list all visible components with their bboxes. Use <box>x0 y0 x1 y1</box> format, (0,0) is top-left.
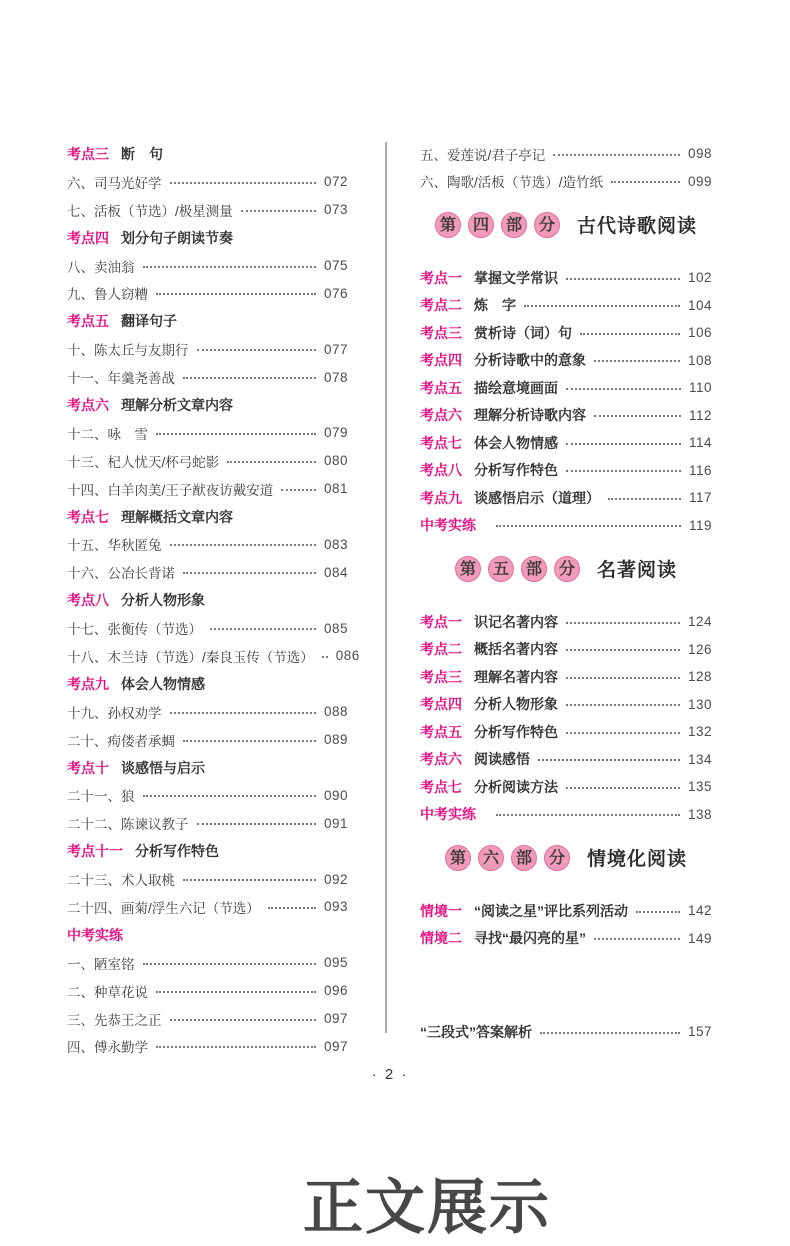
dot-leader <box>227 461 316 463</box>
entry-title: 十二、咏 雪 <box>67 426 148 442</box>
category-label: 考点五 <box>420 379 462 396</box>
section-circle: 分 <box>544 845 570 871</box>
page-number: 149 <box>687 930 712 946</box>
entry-title: 体会人物情感 <box>474 434 558 451</box>
page-number: 112 <box>688 407 712 423</box>
section-circle: 部 <box>511 845 537 871</box>
page-number: 097 <box>323 1011 348 1027</box>
entry-title: 体会人物情感 <box>121 675 205 692</box>
dot-leader <box>170 1019 316 1021</box>
dot-leader <box>197 823 316 825</box>
toc-row <box>67 726 348 754</box>
page-number: 096 <box>323 983 348 999</box>
page-number: 091 <box>323 815 348 831</box>
entry-title: 翻译句子 <box>121 313 177 330</box>
category-label: 中考实练 <box>420 517 476 534</box>
dot-leader <box>268 907 316 909</box>
toc-row <box>420 319 712 347</box>
section-circle: 第 <box>455 556 481 582</box>
category-label: 考点四 <box>420 352 462 369</box>
dot-leader <box>183 879 316 881</box>
entry-title: 断 句 <box>121 145 163 162</box>
dot-leader <box>608 498 681 500</box>
entry-title: 理解分析文章内容 <box>121 396 233 413</box>
page-number: 102 <box>687 270 712 286</box>
entry-title: 分析人物形象 <box>474 696 558 713</box>
entry-title: 分析阅读方法 <box>474 778 558 795</box>
dot-leader <box>183 572 316 574</box>
entry-title: 六、司马光好学 <box>67 175 162 191</box>
toc-row <box>67 252 348 280</box>
toc-row <box>420 608 712 636</box>
dot-leader <box>566 649 680 651</box>
page-number: 108 <box>687 352 712 368</box>
toc-row <box>67 754 348 782</box>
entry-title: 十四、白羊肉美/王子猷夜访戴安道 <box>67 482 274 498</box>
dot-leader <box>170 712 316 714</box>
page-number: 132 <box>687 724 712 740</box>
page-number: 124 <box>687 614 712 630</box>
footer-page-number: · 2 · <box>371 1066 409 1083</box>
category-label: 考点五 <box>67 313 109 330</box>
section-header <box>420 555 712 582</box>
dot-leader <box>156 1046 316 1048</box>
toc-category-header <box>67 921 348 949</box>
toc-row <box>67 977 348 1005</box>
toc-row <box>67 530 348 558</box>
entry-title: 四、傅永勤学 <box>67 1040 148 1056</box>
dot-leader <box>540 1032 680 1034</box>
category-label: 情境二 <box>420 930 462 947</box>
toc-row <box>420 897 712 925</box>
entry-title: 划分句子朗读节奏 <box>121 229 233 246</box>
category-label: 中考实练 <box>67 926 123 943</box>
entry-title: 描绘意境画面 <box>474 379 558 396</box>
section-circle: 部 <box>521 556 547 582</box>
entry-title: 理解分析诗歌内容 <box>474 407 586 424</box>
section-circle: 分 <box>554 556 580 582</box>
toc-row <box>67 837 348 865</box>
toc-row <box>67 1005 348 1033</box>
page-number: 134 <box>687 751 712 767</box>
toc-row <box>67 419 348 447</box>
entry-title: 谈感悟与启示 <box>121 759 205 776</box>
section-circle: 部 <box>501 212 527 238</box>
page-number: 075 <box>323 258 348 273</box>
category-label: 考点四 <box>420 696 462 713</box>
category-label: 考点六 <box>67 396 109 413</box>
toc-row <box>67 224 348 252</box>
dot-leader <box>496 525 681 527</box>
category-label: 考点九 <box>420 489 462 506</box>
toc-row <box>420 801 712 829</box>
page-number: 073 <box>323 202 348 218</box>
dot-leader <box>281 489 316 491</box>
page-number: 089 <box>323 732 348 748</box>
section-title: 名著阅读 <box>596 560 677 581</box>
category-label: 考点二 <box>420 641 462 658</box>
dot-leader <box>156 433 316 435</box>
category-label: 考点十 <box>67 759 109 776</box>
toc-row <box>420 925 712 953</box>
entry-title: 分析写作特色 <box>135 843 219 860</box>
entry-title: 二十二、陈谏议教子 <box>67 817 189 833</box>
toc-row <box>420 512 712 540</box>
toc-row <box>67 363 348 391</box>
category-label: 考点一 <box>420 613 462 630</box>
dot-leader <box>183 740 316 742</box>
page-number: 076 <box>323 285 348 301</box>
entry-title: 掌握文学常识 <box>474 269 558 286</box>
entry-title: 九、鲁人窃糟 <box>67 287 148 303</box>
page-number: 072 <box>323 174 348 190</box>
dot-leader <box>566 677 680 679</box>
entry-title: 二十、痀偻者承蜩 <box>67 733 175 749</box>
category-label: 考点七 <box>67 508 109 525</box>
entry-title: 五、爱莲说/君子亭记 <box>420 147 546 163</box>
toc-row <box>67 196 348 224</box>
category-label: 考点三 <box>420 668 462 685</box>
toc-row <box>420 1018 712 1046</box>
entry-title: 理解名著内容 <box>474 668 558 685</box>
page-number: 138 <box>687 806 712 822</box>
toc-row <box>67 475 348 503</box>
dot-leader <box>143 266 316 268</box>
dot-leader <box>183 377 316 379</box>
entry-title: 二十四、画菊/浮生六记（节选） <box>67 900 260 916</box>
category-label: 考点八 <box>420 462 462 479</box>
page-number: 084 <box>323 564 348 580</box>
page-number: 093 <box>323 899 348 915</box>
toc-row <box>67 642 360 670</box>
category-label: 考点七 <box>420 434 462 451</box>
entry-title: 识记名著内容 <box>474 613 558 630</box>
toc-row <box>420 168 712 196</box>
page-number: 157 <box>687 1024 712 1040</box>
toc-row <box>420 746 712 774</box>
section-header <box>420 211 712 238</box>
toc-row <box>420 636 712 664</box>
toc-row <box>67 865 348 893</box>
left-column <box>67 140 360 1060</box>
entry-title: 二十一、狼 <box>67 789 135 805</box>
entry-title: 十六、公冶长背诺 <box>67 566 175 582</box>
page-number: 080 <box>323 453 348 469</box>
entry-title: 十五、华秋匿兔 <box>67 538 162 554</box>
dot-leader <box>566 278 680 280</box>
category-label: 中考实练 <box>420 806 476 823</box>
dot-leader <box>322 656 328 658</box>
dot-leader <box>566 787 680 789</box>
toc-row <box>67 781 348 809</box>
dot-leader <box>170 544 316 546</box>
category-label: 考点八 <box>67 592 109 609</box>
category-label: 考点三 <box>67 145 109 162</box>
dot-leader <box>566 388 681 390</box>
toc-row <box>420 429 712 457</box>
toc-row <box>67 168 348 196</box>
dot-leader <box>156 991 316 993</box>
page-number: 095 <box>323 955 348 971</box>
category-label: 考点十一 <box>67 843 123 860</box>
entry-title: 寻找“最闪亮的星” <box>474 930 586 947</box>
page-number: 099 <box>687 173 712 189</box>
dot-leader <box>566 443 681 445</box>
section-circle: 六 <box>478 845 504 871</box>
page-number: 116 <box>688 462 712 478</box>
entry-title: 一、陋室铭 <box>67 956 135 972</box>
dot-leader <box>566 732 680 734</box>
toc-row <box>67 335 348 363</box>
toc-row <box>420 718 712 746</box>
category-label: 考点五 <box>420 723 462 740</box>
page-number: 098 <box>687 146 712 162</box>
entry-title: 阅读感悟 <box>474 751 530 768</box>
entry-title: 赏析诗（词）句 <box>474 324 572 341</box>
toc-row <box>420 773 712 801</box>
toc-row <box>67 558 348 586</box>
toc-row <box>420 347 712 375</box>
category-label: 考点七 <box>420 778 462 795</box>
section-circle: 五 <box>488 556 514 582</box>
category-label: 考点二 <box>420 297 462 314</box>
section-circle: 第 <box>435 212 461 238</box>
page-number: 117 <box>688 490 712 506</box>
dot-leader <box>566 704 680 706</box>
page-number: 088 <box>323 704 348 720</box>
right-column <box>420 140 712 1046</box>
section-header <box>420 844 712 871</box>
dot-leader <box>143 795 316 797</box>
dot-leader <box>524 305 680 307</box>
toc-row <box>420 663 712 691</box>
toc-row <box>420 140 712 168</box>
category-label: 考点四 <box>67 229 109 246</box>
dot-leader <box>496 814 680 816</box>
page-number: 110 <box>688 380 712 396</box>
page-number: 077 <box>323 341 348 357</box>
toc-row <box>67 391 348 419</box>
spacer <box>420 952 712 1018</box>
dot-leader <box>594 938 680 940</box>
page-number: 079 <box>323 425 348 441</box>
page-number: 078 <box>323 369 348 385</box>
entry-title: 分析诗歌中的意象 <box>474 352 586 369</box>
dot-leader <box>594 360 680 362</box>
page-number: 083 <box>323 536 348 552</box>
toc-row <box>420 457 712 485</box>
dot-leader <box>210 628 316 630</box>
entry-title: 七、活板（节选）/极星测量 <box>67 203 233 219</box>
dot-leader <box>538 759 680 761</box>
page-number: 126 <box>687 641 712 657</box>
toc-row <box>67 307 348 335</box>
entry-title: 二、种草花说 <box>67 984 148 1000</box>
section-title: 情境化阅读 <box>586 849 687 870</box>
toc-row <box>67 140 348 168</box>
dot-leader <box>580 333 680 335</box>
entry-title: “阅读之星”评比系列活动 <box>474 902 628 919</box>
page-number: 104 <box>687 297 712 313</box>
section-circle: 第 <box>445 845 471 871</box>
section-circle: 四 <box>468 212 494 238</box>
entry-title: 十七、张衡传（节选） <box>67 622 202 638</box>
entry-title: 十三、杞人忧天/杯弓蛇影 <box>67 454 220 470</box>
entry-title: 二十三、术人取桃 <box>67 873 175 889</box>
section-circle: 分 <box>534 212 560 238</box>
entry-title: 八、卖油翁 <box>67 259 135 275</box>
entry-title: 分析写作特色 <box>474 723 558 740</box>
category-label: 考点三 <box>420 324 462 341</box>
entry-title: 理解概括文章内容 <box>121 508 233 525</box>
toc-row <box>420 374 712 402</box>
page-number: 128 <box>687 669 712 685</box>
category-label: 情境一 <box>420 902 462 919</box>
page-number: 106 <box>687 325 712 341</box>
dot-leader <box>611 181 680 183</box>
toc-row <box>420 264 712 292</box>
entry-title: 概括名著内容 <box>474 641 558 658</box>
toc-row <box>67 949 348 977</box>
entry-title: 十、陈太丘与友期行 <box>67 343 189 359</box>
dot-leader <box>170 182 316 184</box>
page-number: 090 <box>323 787 348 803</box>
entry-title: 六、陶歌/活板（节选）/造竹纸 <box>420 175 604 191</box>
dot-leader <box>636 911 680 913</box>
entry-title: “三段式”答案解析 <box>420 1023 532 1040</box>
toc-row <box>67 893 348 921</box>
footer-section-title: 正文展示 <box>303 1174 551 1241</box>
toc-row <box>67 698 348 726</box>
entry-title: 炼 字 <box>474 297 516 314</box>
entry-title: 分析人物形象 <box>121 592 205 609</box>
entry-title: 十九、孙权劝学 <box>67 705 162 721</box>
page-number: 119 <box>688 517 712 533</box>
page-number: 142 <box>687 903 712 919</box>
dot-leader <box>156 293 316 295</box>
page-number: 085 <box>323 620 348 636</box>
dot-leader <box>566 470 681 472</box>
page-number: 086 <box>335 648 360 664</box>
dot-leader <box>197 349 316 351</box>
entry-title: 谈感悟启示（道理） <box>474 489 600 506</box>
section-title: 古代诗歌阅读 <box>576 216 697 237</box>
toc-row <box>67 586 348 614</box>
toc-row <box>67 503 348 531</box>
entry-title: 三、先恭王之正 <box>67 1012 162 1028</box>
column-divider <box>385 142 387 1033</box>
page-number: 114 <box>688 435 712 451</box>
toc-row <box>420 402 712 430</box>
entry-title: 十八、木兰诗（节选）/秦良玉传（节选） <box>67 649 314 665</box>
entry-title: 分析写作特色 <box>474 462 558 479</box>
toc-row <box>67 1033 348 1061</box>
category-label: 考点六 <box>420 407 462 424</box>
page-number: 130 <box>687 696 712 712</box>
toc-row <box>420 292 712 320</box>
toc-row <box>67 670 348 698</box>
toc-row <box>420 484 712 512</box>
dot-leader <box>594 415 681 417</box>
toc-row <box>67 809 348 837</box>
toc-row <box>420 691 712 719</box>
toc-row <box>67 279 348 307</box>
category-label: 考点九 <box>67 675 109 692</box>
page-number: 135 <box>687 779 712 795</box>
toc-row <box>67 614 348 642</box>
dot-leader <box>143 963 316 965</box>
category-label: 考点六 <box>420 751 462 768</box>
entry-title: 十一、年羹尧善战 <box>67 371 175 387</box>
page-number: 081 <box>323 481 348 497</box>
page-number: 092 <box>323 871 348 887</box>
dot-leader <box>241 210 316 212</box>
toc-row <box>67 447 348 475</box>
dot-leader <box>566 622 680 624</box>
category-label: 考点一 <box>420 269 462 286</box>
dot-leader <box>553 154 680 156</box>
page-number: 097 <box>323 1038 348 1054</box>
